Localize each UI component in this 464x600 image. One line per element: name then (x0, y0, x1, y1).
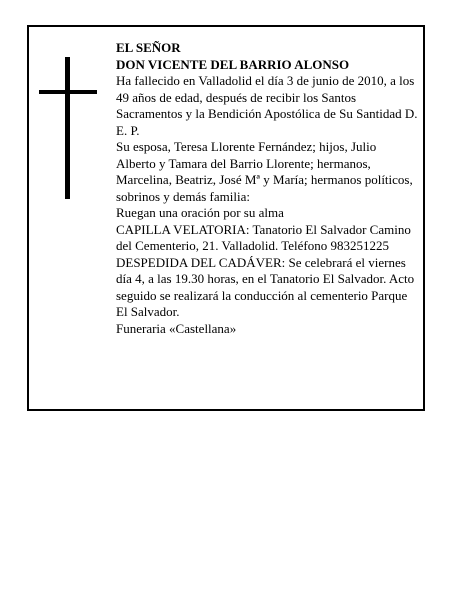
cross-vertical-bar (65, 57, 70, 199)
obituary-notice (27, 25, 425, 411)
prayer-request: Ruegan una oración por su alma (116, 205, 284, 220)
cross-horizontal-bar (39, 90, 97, 94)
notice-text (116, 40, 418, 337)
deceased-name: DON VICENTE DEL BARRIO ALONSO (116, 56, 350, 72)
funeral-home: Funeraria «Castellana» (116, 320, 237, 336)
farewell-info: DESPEDIDA DEL CADÁVER: Se celebrará el viernes día 4, a las 19.30 horas, en el Tanatorio El Salvador. Acto seguido se realizará la conducción al cementerio Parque El Salvador. (116, 254, 415, 319)
family-list: Su esposa, Teresa Llorente Fernández; hijos, Julio Alberto y Tamara del Barrio Llorente; hermanos, Marcelina, Beatriz, José Mª y María; hermanos políticos, sobrinos y demás familia: (116, 139, 413, 204)
wake-chapel-info: CAPILLA VELATORIA: Tanatorio El Salvador Camino del Cementerio, 21. Valladolid. Teléfono 983251225 (116, 221, 411, 253)
notice-title: EL SEÑOR (116, 40, 181, 55)
latin-cross-icon (39, 57, 97, 199)
death-announcement: Ha fallecido en Valladolid el día 3 de junio de 2010, a los 49 años de edad, después de recibir los Santos Sacramentos y la Bendición Apostólica de Su Santidad D. E. P. (116, 73, 418, 138)
